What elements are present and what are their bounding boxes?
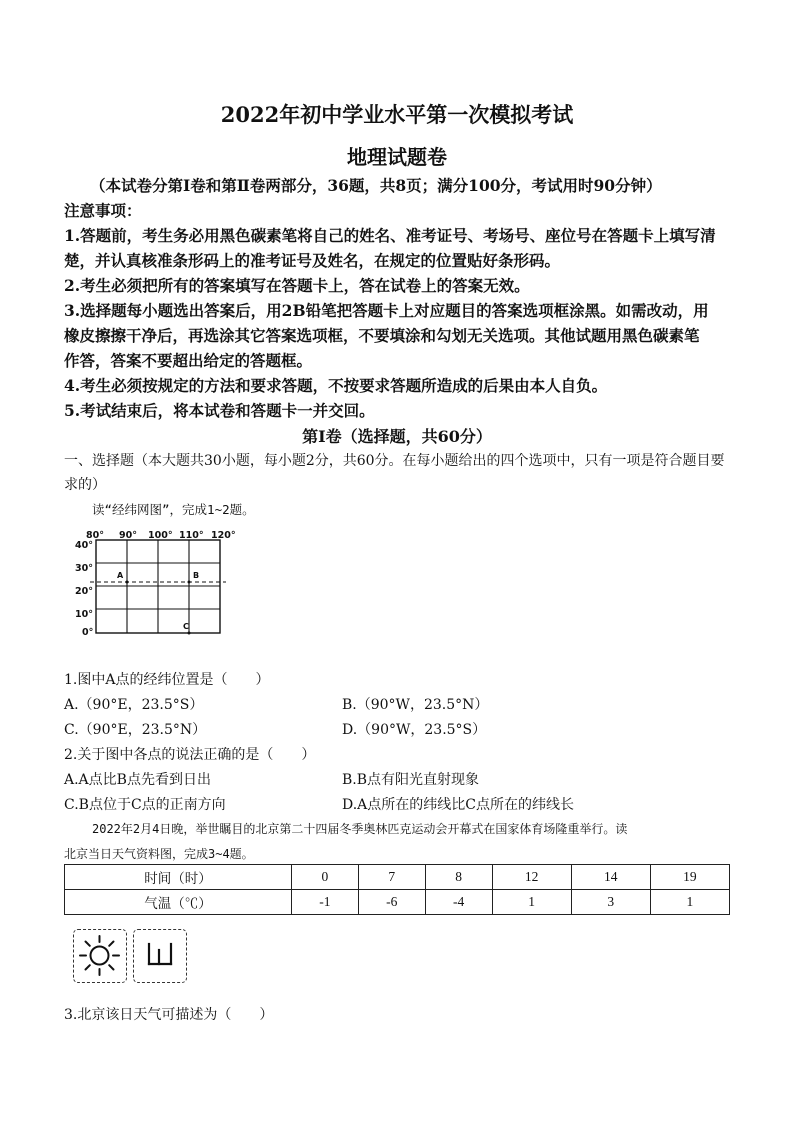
- table-cell-time: 19: [650, 865, 729, 890]
- table-cell-temp: 3: [571, 890, 650, 915]
- longitude-label: 110°: [179, 530, 204, 541]
- table-cell-time: 14: [571, 865, 650, 890]
- point-c-label: C: [183, 622, 189, 631]
- question-3-stem: 3.北京该日天气可描述为（ ）: [64, 1007, 274, 1023]
- table-header-temp: 气温（℃）: [65, 890, 292, 915]
- notes-heading: 注意事项：: [64, 201, 142, 220]
- wind-level-icon-svg: [134, 930, 185, 981]
- weather-table: [64, 864, 730, 915]
- table-cell-time: 7: [358, 865, 425, 890]
- question-2-stem: 2.关于图中各点的说法正确的是（ ）: [64, 747, 316, 763]
- table-cell-temp: -6: [358, 890, 425, 915]
- figure-intro: 读“经纬网图”，完成1~2题。: [92, 502, 255, 517]
- table-cell-temp: -1: [292, 890, 359, 915]
- longitude-label: 80°: [86, 530, 104, 541]
- question-2-option-c: C.B点位于C点的正南方向: [64, 797, 226, 813]
- table-cell-temp: 1: [492, 890, 571, 915]
- question-1-option-c: C.（90°E，23.5°N）: [64, 722, 207, 738]
- question-1-option-b: B.（90°W，23.5°N）: [342, 697, 489, 713]
- point-a-marker: [126, 581, 129, 584]
- latitude-label: 40°: [75, 540, 93, 551]
- longitude-label: 90°: [119, 530, 137, 541]
- latitude-label: 0°: [82, 627, 94, 638]
- note-line: 作答，答案不要超出给定的答题框。: [64, 351, 313, 370]
- note-line: 4.考生必须按规定的方法和要求答题，不按要求答题所造成的后果由本人自负。: [64, 376, 608, 395]
- table-cell-temp: 1: [650, 890, 729, 915]
- question-2-option-b: B.B点有阳光直射现象: [342, 772, 480, 788]
- latitude-label: 30°: [75, 563, 93, 574]
- sun-icon-svg: [74, 930, 125, 981]
- note-line: 2.考生必须把所有的答案填写在答题卡上，答在试卷上的答案无效。: [64, 276, 530, 295]
- table-header-time: 时间（时）: [65, 865, 292, 890]
- point-c-marker: [188, 632, 191, 635]
- question-2-option-d: D.A点所在的纬线比C点所在的纬线长: [342, 797, 574, 813]
- note-line: 5.考试结束后，将本试卷和答题卡一并交回。: [64, 401, 375, 420]
- sun-icon: [73, 929, 127, 983]
- wind-level-icon: [133, 929, 187, 983]
- latitude-label: 10°: [75, 609, 93, 620]
- note-line: 楚，并认真核准条形码上的准考证号及姓名，在规定的位置贴好条形码。: [64, 251, 561, 270]
- weather-intro-cont: 北京当日天气资料图，完成3~4题。: [64, 847, 254, 861]
- note-line: 1.答题前，考生务必用黑色碳素笔将自己的姓名、准考证号、考场号、座位号在答题卡上填写清: [64, 226, 716, 245]
- note-line: 3.选择题每小题选出答案后，用2B铅笔把答题卡上对应题目的答案选项框涂黑。如需改动，用: [64, 301, 709, 320]
- table-row: [65, 890, 730, 915]
- point-b-label: B: [193, 571, 200, 580]
- weather-intro: 2022年2月4日晚，举世瞩目的北京第二十四届冬季奥林匹克运动会开幕式在国家体育场隆重举行。读: [92, 822, 628, 836]
- table-cell-time: 12: [492, 865, 571, 890]
- table-cell-temp: -4: [425, 890, 492, 915]
- question-1-option-a: A.（90°E，23.5°S）: [64, 697, 204, 713]
- question-2-option-a: A.A点比B点先看到日出: [64, 772, 211, 788]
- exam-title: 2022年初中学业水平第一次模拟考试: [220, 102, 574, 127]
- lat-long-grid-figure: [60, 530, 250, 640]
- longitude-label: 120°: [211, 530, 236, 541]
- longitude-label: 100°: [148, 530, 173, 541]
- point-b-marker: [188, 581, 191, 584]
- section-instructions-cont: 求的）: [64, 477, 106, 493]
- section-instructions: 一、选择题（本大题共30小题，每小题2分，共60分。在每小题给出的四个选项中，只有一项是符合题目要: [64, 453, 725, 469]
- latitude-label: 20°: [75, 586, 93, 597]
- table-cell-time: 8: [425, 865, 492, 890]
- section-title: 第Ⅰ卷（选择题，共60分）: [302, 427, 492, 446]
- question-1-stem: 1.图中A点的经纬位置是（ ）: [64, 672, 270, 688]
- exam-subtitle: 地理试题卷: [347, 145, 447, 169]
- table-row: [65, 865, 730, 890]
- exam-info: （本试卷分第Ⅰ卷和第Ⅱ卷两部分，36题，共8页；满分100分，考试用时90分钟）: [90, 176, 662, 195]
- table-cell-time: 0: [292, 865, 359, 890]
- note-line: 橡皮擦擦干净后，再选涂其它答案选项框，不要填涂和勾划无关选项。其他试题用黑色碳素笔: [64, 326, 700, 345]
- question-1-option-d: D.（90°W，23.5°S）: [342, 722, 487, 738]
- point-a-label: A: [117, 571, 124, 580]
